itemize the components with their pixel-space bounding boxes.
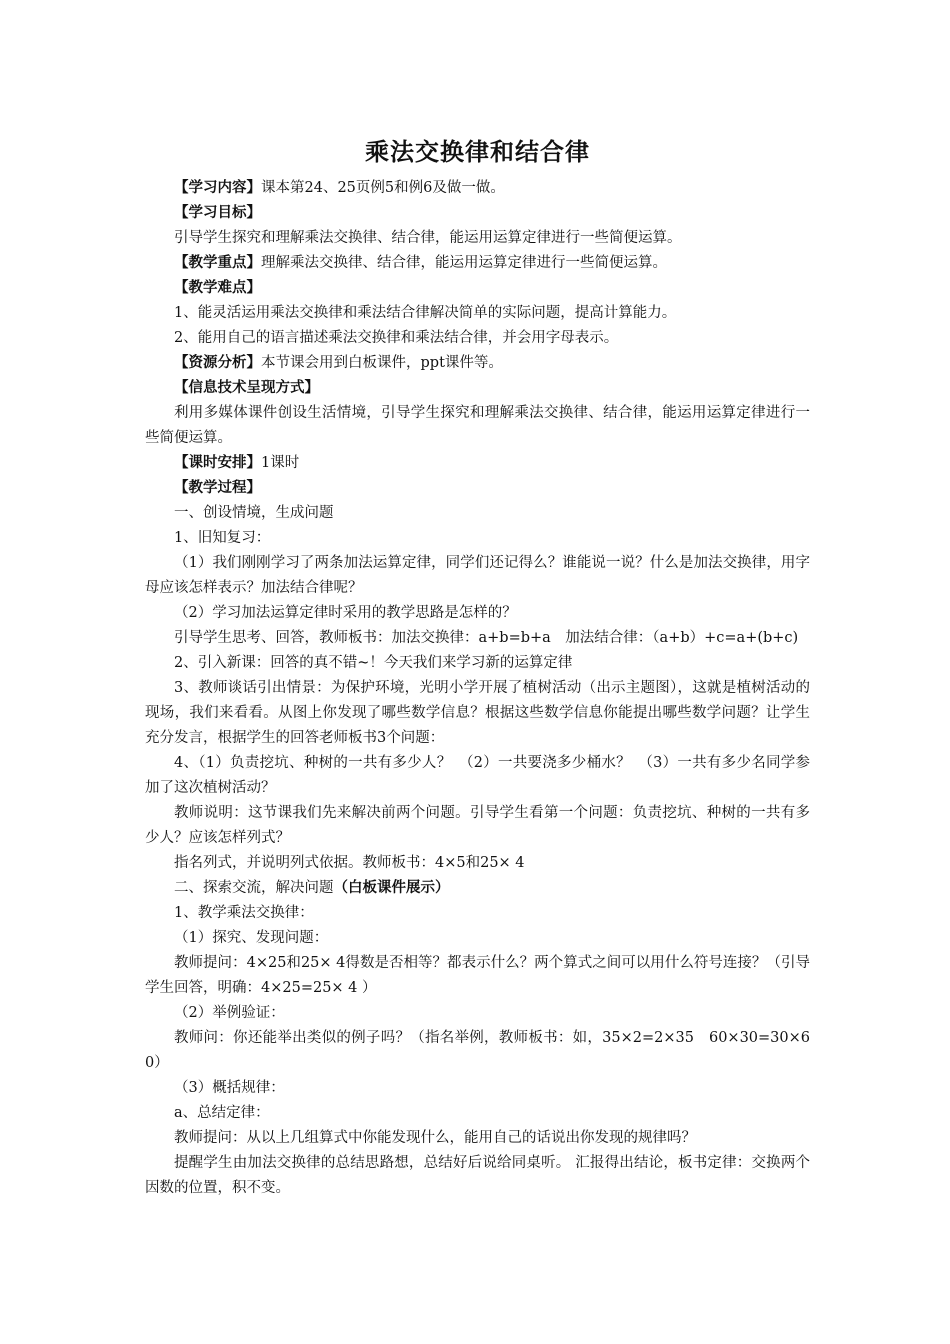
paragraph: （2）举例验证：	[174, 1005, 285, 1021]
section-2-heading-note: （白板课件展示）	[333, 880, 450, 896]
resource-text: 本节课会用到白板课件，ppt课件等。	[261, 355, 503, 371]
process-label: 【教学过程】	[174, 480, 261, 496]
paragraph: 教师提问：从以上几组算式中你能发现什么，能用自己的话说出你发现的规律吗？	[174, 1130, 696, 1146]
schedule-text: 1课时	[261, 455, 300, 471]
section-2-heading-text: 二、探索交流，解决问题	[174, 880, 334, 896]
learning-content-label: 【学习内容】	[174, 180, 261, 196]
paragraph: （1）我们刚刚学习了两条加法运算定律，同学们还记得么？谁能说一说？什么是加法交换律，用字母应该怎样表示？加法结合律呢？	[145, 555, 810, 596]
section-1-heading: 一、创设情境，生成问题	[174, 505, 334, 521]
schedule-label: 【课时安排】	[174, 455, 261, 471]
paragraph: 4、（1）负责挖坑、种树的一共有多少人？ （2）一共要浇多少桶水？ （3）一共有多少名同学参加了这次植树活动？	[145, 755, 810, 796]
resource-line	[145, 351, 810, 376]
key-point-text: 理解乘法交换律、结合律，能运用运算定律进行一些简便运算。	[261, 255, 667, 271]
key-point-line	[145, 251, 810, 276]
paragraph: 1、旧知复习：	[174, 530, 271, 546]
learning-goal-text: 引导学生探究和理解乘法交换律、结合律，能运用运算定律进行一些简便运算。	[174, 230, 682, 246]
paragraph: （2）学习加法运算定律时采用的教学思路是怎样的？	[174, 605, 517, 621]
paragraph: 1、教学乘法交换律：	[174, 905, 314, 921]
key-point-label: 【教学重点】	[174, 255, 261, 271]
paragraph: 教师问：你还能举出类似的例子吗？（指名举例，教师板书：如，35×2=2×35 60×30=30×60）	[145, 1030, 810, 1071]
document-page	[145, 132, 810, 1201]
paragraph: （1）探究、发现问题：	[174, 930, 329, 946]
it-presentation-text: 利用多媒体课件创设生活情境，引导学生探究和理解乘法交换律、结合律，能运用运算定律进行一些简便运算。	[145, 405, 810, 446]
paragraph: 指名列式，并说明列式依据。教师板书：4×5和25× 4	[174, 855, 525, 871]
paragraph: 提醒学生由加法交换律的总结思路想，总结好后说给同桌听。 汇报得出结论，板书定律：交换两个因数的位置，积不变。	[145, 1155, 810, 1196]
schedule-line	[145, 451, 810, 476]
section-2-heading	[145, 876, 810, 901]
learning-goal-label: 【学习目标】	[174, 205, 261, 221]
difficulty-item-1: 1、能灵活运用乘法交换律和乘法结合律解决简单的实际问题，提高计算能力。	[174, 305, 677, 321]
paragraph: 3、教师谈话引出情景：为保护环境，光明小学开展了植树活动（出示主题图），这就是植树活动的现场，我们来看看。从图上你发现了哪些数学信息？根据这些数学信息你能提出哪些数学问题？让学生充分发言，根据学生的回答老师板书3个问题：	[145, 680, 810, 746]
learning-content-text: 课本第24、25页例5和例6及做一做。	[261, 180, 505, 196]
paragraph: 引导学生思考、回答，教师板书：加法交换律：a+b=b+a 加法结合律：（a+b）+c=a+(b+c)	[174, 630, 799, 646]
it-presentation-label: 【信息技术呈现方式】	[174, 380, 319, 396]
paragraph: 2、引入新课：回答的真不错~！今天我们来学习新的运算定律	[174, 655, 573, 671]
paragraph: 教师提问：4×25和25× 4得数是否相等？都表示什么？两个算式之间可以用什么符号连接？（引导学生回答，明确：4×25=25× 4 ）	[145, 955, 810, 996]
learning-content-line	[145, 176, 810, 201]
difficulty-label: 【教学难点】	[174, 280, 261, 296]
page-title: 乘法交换律和结合律	[365, 138, 590, 166]
difficulty-item-2: 2、能用自己的语言描述乘法交换律和乘法结合律，并会用字母表示。	[174, 330, 619, 346]
paragraph: 教师说明：这节课我们先来解决前两个问题。引导学生看第一个问题：负责挖坑、种树的一共有多少人？应该怎样列式？	[145, 805, 810, 846]
paragraph: a、总结定律：	[174, 1105, 270, 1121]
paragraph: （3）概括规律：	[174, 1080, 285, 1096]
resource-label: 【资源分析】	[174, 355, 261, 371]
